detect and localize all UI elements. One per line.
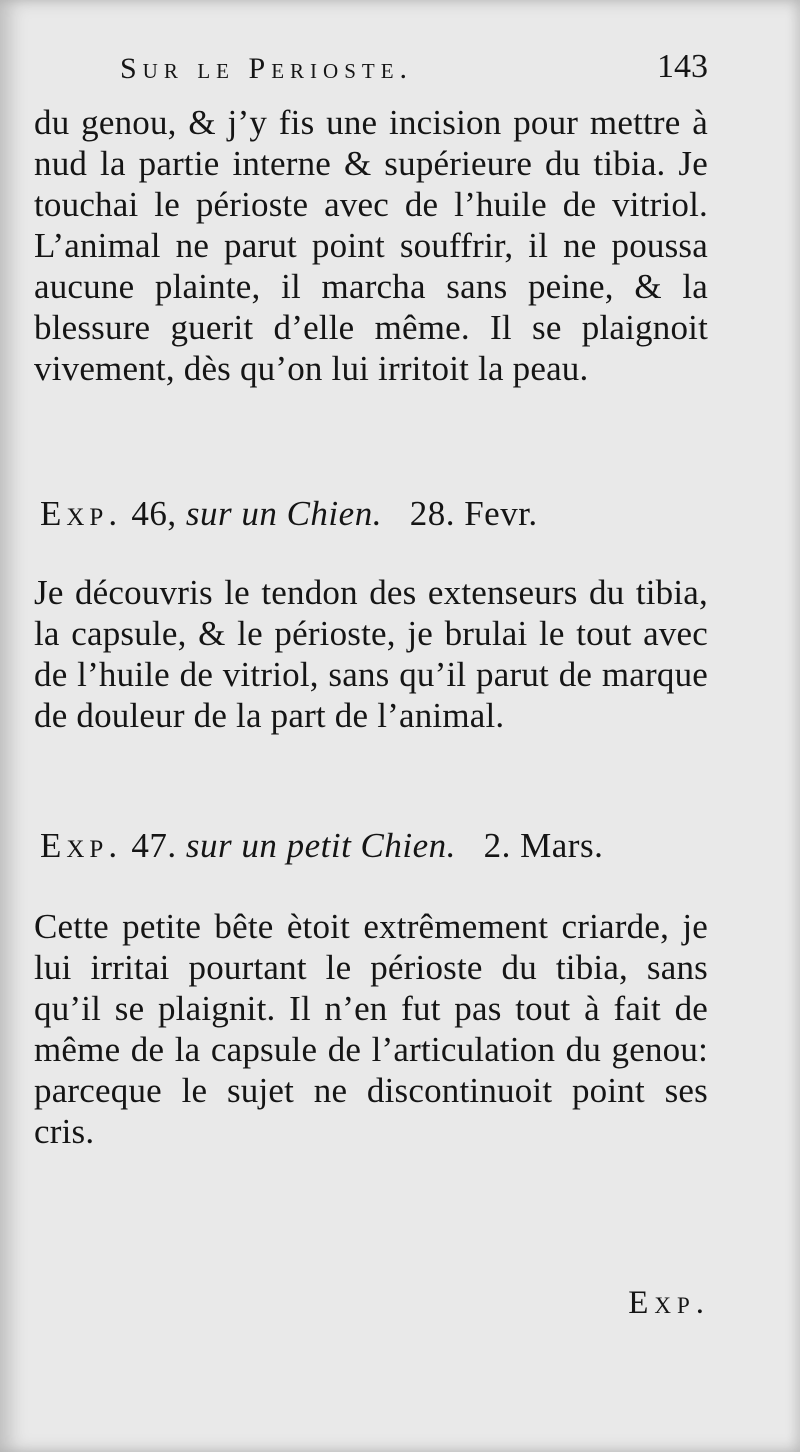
experiment-46-heading (40, 494, 708, 534)
experiment-date: 28. Fevr. (409, 494, 538, 533)
experiment-number: 47. (131, 826, 177, 865)
experiment-subject: sur un petit Chien. (185, 826, 456, 865)
experiment-47-heading (40, 826, 708, 866)
experiment-subject: sur un Chien. (185, 494, 382, 533)
experiment-label: Exp. (40, 826, 123, 865)
running-head: Sur le Perioste. (120, 52, 414, 85)
paragraph-3: Cette petite bête ètoit extrêmement criarde, je lui irritai pourtant le périoste du tibia, sans qu’il se plaignit. Il n’en fut pas tout à fait de même de la capsule de l’articulation du genou: parceque le sujet ne discontinuoit point ses cris. (34, 907, 708, 1151)
catchword: Exp. (628, 1285, 710, 1321)
page-number: 143 (657, 48, 708, 85)
experiment-number: 46, (131, 494, 177, 533)
page-header (120, 48, 708, 92)
paragraph-2: Je découvris le tendon des extenseurs du tibia, la capsule, & le périoste, je brulai le tout avec de l’huile de vitriol, sans qu’il parut de marque de douleur de la part de l’animal. (34, 573, 708, 735)
experiment-date: 2. Mars. (483, 826, 604, 865)
experiment-label: Exp. (40, 494, 123, 533)
paragraph-1: du genou, & j’y fis une incision pour mettre à nud la partie interne & supérieure du tibia. Je touchai le périoste avec de l’huile de vitriol. L’animal ne parut point souffrir, il ne poussa aucune plainte, il marcha sans peine, & la blessure guerit d’elle même. Il se plaignoit vivement, dès qu’on lui irritoit la peau. (34, 103, 708, 388)
